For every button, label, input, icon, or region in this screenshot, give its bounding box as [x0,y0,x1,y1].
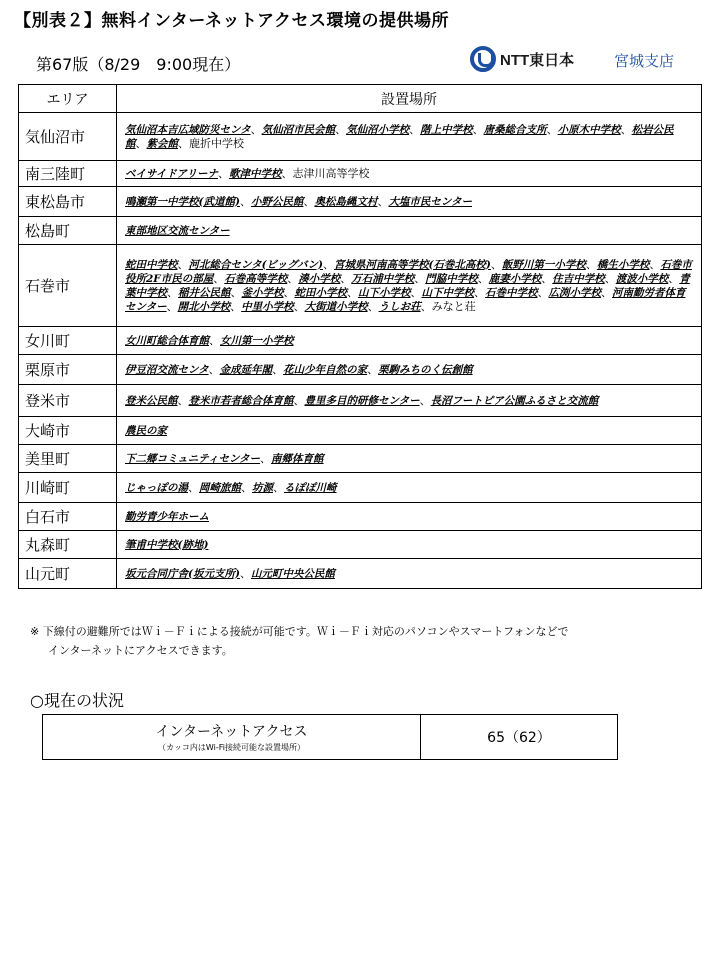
location-text: 、 [177,393,189,407]
wifi-location: 気仙沼市民会館 [261,123,336,136]
wifi-location: 長沼フートピア公園ふるさと交流館 [430,394,599,407]
wifi-location: 青葉中学校 [125,272,690,299]
area-name: 東松島市 [19,187,117,217]
wifi-location: 渡波小学校 [615,272,669,285]
location-text: 、 [166,299,178,313]
location-text: 、 [283,285,295,299]
wifi-location: 花山少年自然の家 [283,363,368,376]
location-text: 、 [208,362,220,376]
area-name: 松島町 [19,217,117,245]
status-label: インターネットアクセス [155,724,308,740]
location-text: 、 [367,362,379,376]
wifi-location: 奥松島縄文村 [314,195,378,208]
wifi-location: 気仙沼本吉広域防災センタ [125,123,251,136]
status-heading: ○現在の状況 [30,691,124,710]
location-text: 、 [649,257,661,271]
wifi-location: 勤労青少年ホーム [125,510,209,523]
wifi-location: じゃっぽの湯 [125,481,188,494]
location-text: 、 [537,285,549,299]
location-text: 、 [272,362,284,376]
area-name: 女川町 [19,327,117,355]
table-row [19,161,702,187]
table-row [19,245,702,327]
location-text: 、 [474,285,485,299]
location-text: 、志津川高等学校 [281,166,370,180]
places-cell [117,385,702,417]
area-name: 白石市 [19,503,117,531]
places-cell [117,161,702,187]
location-text: 、 [546,122,558,136]
area-name: 南三陸町 [19,161,117,187]
branch-name: 宮城支店 [614,52,675,70]
wifi-location: 伊豆沼交流センタ [125,363,209,376]
wifi-location: 登米市若者総合体育館 [188,394,294,407]
places-cell [117,559,702,589]
wifi-location: 女川町総合体育館 [125,334,209,347]
location-text: 、 [293,393,305,407]
wifi-location: 筆甫中学校(跡地) [125,538,209,551]
location-text: 、 [668,271,680,285]
location-text: 、 [167,285,178,299]
area-name: 大崎市 [19,417,117,445]
wifi-location: 門脇中学校 [425,272,478,285]
wifi-location: ベイサイドアリーナ [125,167,219,180]
wifi-location: 湊小学校 [298,272,341,285]
wifi-location: 栗駒みちのく伝創館 [378,363,473,376]
table-row [19,531,702,559]
location-text: 、 [604,271,616,285]
table-row [19,503,702,531]
wifi-location: 飯野川第一小学校 [501,258,586,271]
ntt-logo-icon [470,46,496,72]
wifi-location: 開北小学校 [177,300,231,313]
area-name: 気仙沼市 [19,113,117,161]
ntt-logo [470,46,574,72]
wifi-location: 岡崎旅館 [199,481,241,494]
places-cell [117,473,702,503]
table-header-row [19,85,702,113]
area-column-header: エリア [19,85,117,113]
wifi-note [30,622,569,660]
wifi-location: 豊里多目的研修センター [304,394,420,407]
page-title: 【別表２】無料インターネットアクセス環境の提供場所 [14,11,449,31]
wifi-note-line1: ※ 下線付の避難所ではＷｉ－Ｆｉによる接続が可能です。Ｗｉ－Ｆｉ対応のパソコンやスマートフォンなどで [30,625,569,638]
wifi-location: 坂元合同庁舎(坂元支所) [125,567,240,580]
wifi-location: るぽぽ川崎 [284,481,337,494]
edition-label: 第67版（8/29 9:00現在） [36,55,241,74]
wifi-location: 宮城県河南高等学校(石巻北高校) [333,258,491,271]
wifi-location: 南郷体育館 [271,452,324,465]
wifi-note-line2: インターネットにアクセスできます。 [48,644,233,657]
wifi-location: 広渕小学校 [548,286,601,299]
wifi-location: 蛇田中学校 [125,258,178,271]
area-name: 丸森町 [19,531,117,559]
wifi-location: 鹿妻小学校 [488,272,542,285]
wifi-location: 唐桑総合支所 [483,123,547,136]
table-row [19,355,702,385]
wifi-location: 坊源 [252,481,273,494]
wifi-location: 石巻中学校 [485,286,538,299]
location-text: 、 [419,393,431,407]
location-text: 、 [230,299,242,313]
wifi-location: 河北総合センタ(ビッグバン) [188,258,323,271]
status-sublabel: （カッコ内はWi-Fi接続可能な設置場所） [157,743,305,752]
table-row [19,385,702,417]
table-row [19,417,702,445]
wifi-location: 紫会館 [146,137,178,150]
wifi-location: 農民の家 [125,424,167,437]
wifi-location: 登米公民館 [125,394,178,407]
wifi-location: 歌津中学校 [229,167,282,180]
location-text: 、みなと荘 [420,299,476,313]
location-text: 、 [367,299,379,313]
wifi-location: 小原木中学校 [557,123,621,136]
places-cell [117,217,702,245]
wifi-location: 山下小学校 [358,286,411,299]
location-text: 、 [250,122,262,136]
wifi-location: 稲井公民館 [178,286,231,299]
wifi-location: 住吉中学校 [552,272,605,285]
wifi-location: 橋生小学校 [596,258,650,271]
area-name: 山元町 [19,559,117,589]
ntt-logo-text: NTT東日本 [500,51,575,69]
places-cell [117,445,702,473]
location-text: 、 [303,194,315,208]
wifi-location: 石巻市役所2F市民の部屋 [125,258,692,285]
location-text: 、 [213,271,225,285]
status-table [42,714,618,760]
location-text: 、 [377,194,389,208]
location-text: 、 [273,480,284,494]
location-text: 、 [287,271,299,285]
wifi-location: 鳴瀬第一中学校(武道館) [125,195,240,208]
location-text: 、 [601,285,612,299]
location-text: 、 [541,271,553,285]
wifi-location: 女川第一小学校 [220,334,294,347]
area-name: 登米市 [19,385,117,417]
places-cell [117,417,702,445]
location-text: 、 [260,451,272,465]
location-text: 、 [472,122,484,136]
location-text: 、 [409,122,421,136]
location-text: 、 [135,136,147,150]
location-text: 、 [340,271,352,285]
location-text: 、 [241,480,252,494]
table-row [19,113,702,161]
wifi-location: 下二郷コミュニティセンター [125,452,261,465]
location-text: 、 [620,122,632,136]
status-row [43,715,618,760]
location-text: 、 [293,299,305,313]
places-cell [117,503,702,531]
location-text: 、 [585,257,597,271]
area-name: 栗原市 [19,355,117,385]
wifi-location: 小野公民館 [250,195,304,208]
location-text: 、 [490,257,502,271]
location-text: 、 [209,333,220,347]
wifi-location: 金成延年閣 [219,363,273,376]
wifi-location: 東部地区交流センター [125,224,230,237]
table-row [19,327,702,355]
location-text: 、鹿折中学校 [178,136,244,150]
places-cell [117,187,702,217]
location-text: 、 [239,194,251,208]
wifi-location: 中里小学校 [241,300,294,313]
table-row [19,559,702,589]
wifi-location: 石巻高等学校 [224,272,288,285]
wifi-location: 山下中学校 [421,286,474,299]
wifi-location: 気仙沼小学校 [346,123,410,136]
table-row [19,445,702,473]
places-cell [117,327,702,355]
places-cell [117,113,702,161]
area-name: 川崎町 [19,473,117,503]
location-text: 、 [239,566,251,580]
wifi-location: 万石浦中学校 [351,272,415,285]
places-cell [117,355,702,385]
location-text: 、 [188,480,199,494]
location-text: 、 [322,257,334,271]
wifi-location: 山元町中央公民館 [250,567,335,580]
table-row [19,473,702,503]
area-name: 美里町 [19,445,117,473]
location-text: 、 [414,271,426,285]
places-cell [117,531,702,559]
locations-table [18,84,702,589]
location-text: 、 [230,285,242,299]
location-text: 、 [410,285,422,299]
wifi-location: 大塩市民センター [388,195,473,208]
wifi-location: うしお荘 [378,300,421,313]
places-column-header: 設置場所 [117,85,702,113]
places-cell [117,245,702,327]
location-text: 、 [218,166,230,180]
table-row [19,217,702,245]
status-label-cell [43,715,421,760]
wifi-location: 松岩公民館 [125,123,674,150]
wifi-location: 河南勤労者体育センター [125,286,686,313]
status-value: 65（62） [421,715,618,760]
wifi-location: 階上中学校 [420,123,473,136]
location-text: 、 [347,285,358,299]
wifi-location: 釜小学校 [241,286,284,299]
area-name: 石巻市 [19,245,117,327]
wifi-location: 蛇田小学校 [294,286,347,299]
location-text: 、 [477,271,489,285]
table-row [19,187,702,217]
location-text: 、 [335,122,347,136]
wifi-location: 大街道小学校 [304,300,368,313]
location-text: 、 [177,257,189,271]
